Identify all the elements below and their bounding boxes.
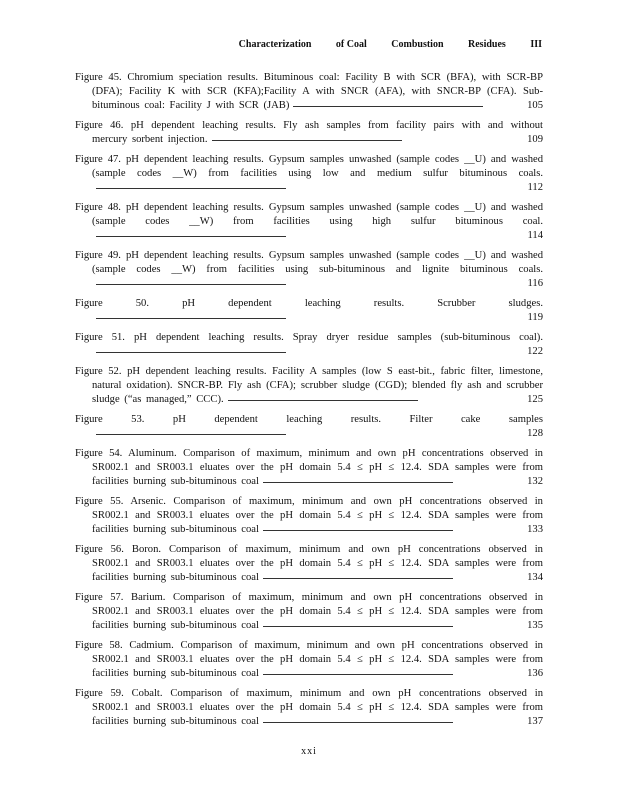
dot-leader [293, 105, 483, 107]
figure-label: Figure 47. [75, 154, 121, 165]
figure-label: Figure 59. [75, 688, 124, 699]
figure-caption: pH dependent leaching results. Gypsum samples unwashed (sample codes __U) and washed (sample codes __W) from facilities using low and medium sulfur bituminous coals. [92, 154, 543, 179]
page-ref: 134 [523, 571, 543, 585]
page-ref: 114 [524, 229, 544, 243]
dot-leader [263, 625, 453, 627]
page-ref: 119 [524, 311, 544, 325]
page-ref: 128 [523, 427, 543, 441]
figure-label: Figure 49. [75, 250, 121, 261]
toc-entry[interactable] [75, 297, 543, 325]
header-part: of Coal [335, 39, 367, 50]
figure-label: Figure 46. [75, 120, 124, 131]
header-part: Residues [468, 39, 506, 50]
page-ref: 137 [523, 715, 543, 729]
toc-entry[interactable] [75, 119, 543, 147]
dot-leader [263, 673, 453, 675]
figure-label: Figure 51. [75, 332, 125, 343]
dot-leader [263, 721, 453, 723]
figure-caption: Chromium speciation results. Bituminous coal: Facility B with SCR (BFA), with SCR-BP (DFA); Facility K with SCR (KFA);Facility A with SNCR (AFA), with SNCR-BP (CFA). Sub-bituminous coal: Facility J with SCR (JAB) [92, 72, 543, 111]
toc-entry[interactable] [75, 639, 543, 681]
page-ref: 133 [523, 523, 543, 537]
figure-label: Figure 58. [75, 640, 123, 651]
figure-label: Figure 53. [75, 414, 145, 425]
list-of-figures [75, 71, 543, 735]
toc-entry[interactable] [75, 71, 543, 113]
figure-caption: Aluminum. Comparison of maximum, minimum and own pH concentrations observed in SR002.1 and SR003.1 eluates over the pH domain 5.4 ≤ pH ≤ 12.4. SDA samples were from facilities burning sub-bituminous coal [92, 448, 543, 487]
dot-leader [212, 139, 402, 141]
figure-label: Figure 54. [75, 448, 123, 459]
dot-leader [263, 481, 453, 483]
dot-leader [96, 351, 286, 353]
figure-caption: pH dependent leaching results. Spray dryer residue samples (sub-bituminous coal). [133, 332, 543, 343]
figure-caption: pH dependent leaching results. Gypsum samples unwashed (sample codes __U) and washed (sample codes __W) from facilities using high sulfur bituminous coal. [92, 202, 543, 227]
page-ref: 135 [523, 619, 543, 633]
page-ref: 109 [523, 133, 543, 147]
figure-label: Figure 57. [75, 592, 124, 603]
figure-caption: pH dependent leaching results. Facility A samples (low S east-bit., fabric filter, limestone, natural oxidation). SNCR-BP. Fly ash (CFA); scrubber sludge (CGD); blended fly ash and scrubber sludge (“as managed,” CCC). [92, 366, 543, 405]
toc-entry[interactable] [75, 543, 543, 585]
page-ref: 122 [523, 345, 543, 359]
toc-entry[interactable] [75, 331, 543, 359]
figure-label: Figure 56. [75, 544, 124, 555]
dot-leader [263, 577, 453, 579]
dot-leader [228, 399, 418, 401]
figure-label: Figure 50. [75, 298, 150, 309]
figure-caption: Boron. Comparison of maximum, minimum and own pH concentrations observed in SR002.1 and SR003.1 eluates over the pH domain 5.4 ≤ pH ≤ 12.4. SDA samples were from facilities burning sub-bituminous coal [92, 544, 543, 583]
toc-entry[interactable] [75, 591, 543, 633]
figure-label: Figure 52. [75, 366, 122, 377]
toc-entry[interactable] [75, 153, 543, 195]
figure-caption: Arsenic. Comparison of maximum, minimum and own pH concentrations observed in SR002.1 and SR003.1 eluates over the pH domain 5.4 ≤ pH ≤ 12.4. SDA samples were from facilities burning sub-bituminous coal [92, 496, 543, 535]
header-part: Characterization [238, 39, 312, 50]
figure-label: Figure 48. [75, 202, 121, 213]
dot-leader [263, 529, 453, 531]
figure-caption: Cobalt. Comparison of maximum, minimum and own pH concentrations observed in SR002.1 and SR003.1 eluates over the pH domain 5.4 ≤ pH ≤ 12.4. SDA samples were from facilities burning sub-bituminous coal [92, 688, 544, 727]
toc-entry[interactable] [75, 413, 543, 441]
figure-label: Figure 45. [75, 72, 122, 83]
figure-label: Figure 55. [75, 496, 124, 507]
figure-caption: pH dependent leaching results. Filter cake samples [172, 414, 544, 425]
figure-caption: pH dependent leaching results. Gypsum samples unwashed (sample codes __U) and washed (sample codes __W) from facilities using sub-bituminous and lignite bituminous coals. [92, 250, 543, 275]
header-part: Combustion [391, 39, 444, 50]
running-header [239, 39, 542, 50]
figure-caption: Cadmium. Comparison of maximum, minimum and own pH concentrations observed in SR002.1 and SR003.1 eluates over the pH domain 5.4 ≤ pH ≤ 12.4. SDA samples were from facilities burning sub-bituminous coal [92, 640, 543, 679]
page-ref: 132 [523, 475, 543, 489]
figure-caption: Barium. Comparison of maximum, minimum and own pH concentrations observed in SR002.1 and SR003.1 eluates over the pH domain 5.4 ≤ pH ≤ 12.4. SDA samples were from facilities burning sub-bituminous coal [92, 592, 543, 631]
figure-caption: pH dependent leaching results. Fly ash samples from facility pairs with and without mercury sorbent injection. [92, 120, 543, 145]
dot-leader [96, 433, 286, 435]
toc-entry[interactable] [75, 447, 543, 489]
page-number: xxi [301, 746, 317, 757]
dot-leader [96, 317, 286, 319]
page-ref: 125 [523, 393, 543, 407]
figure-caption: pH dependent leaching results. Scrubber sludges. [182, 298, 543, 309]
page-ref: 105 [523, 99, 543, 113]
page-ref: 136 [523, 667, 543, 681]
dot-leader [96, 283, 286, 285]
toc-entry[interactable] [75, 201, 543, 243]
toc-entry[interactable] [75, 495, 543, 537]
page-ref: 116 [524, 277, 544, 291]
toc-entry[interactable] [75, 365, 543, 407]
toc-entry[interactable] [75, 687, 543, 729]
page-ref: 112 [524, 181, 544, 195]
dot-leader [96, 187, 286, 189]
dot-leader [96, 235, 286, 237]
toc-entry[interactable] [75, 249, 543, 291]
header-part: III [530, 39, 542, 50]
